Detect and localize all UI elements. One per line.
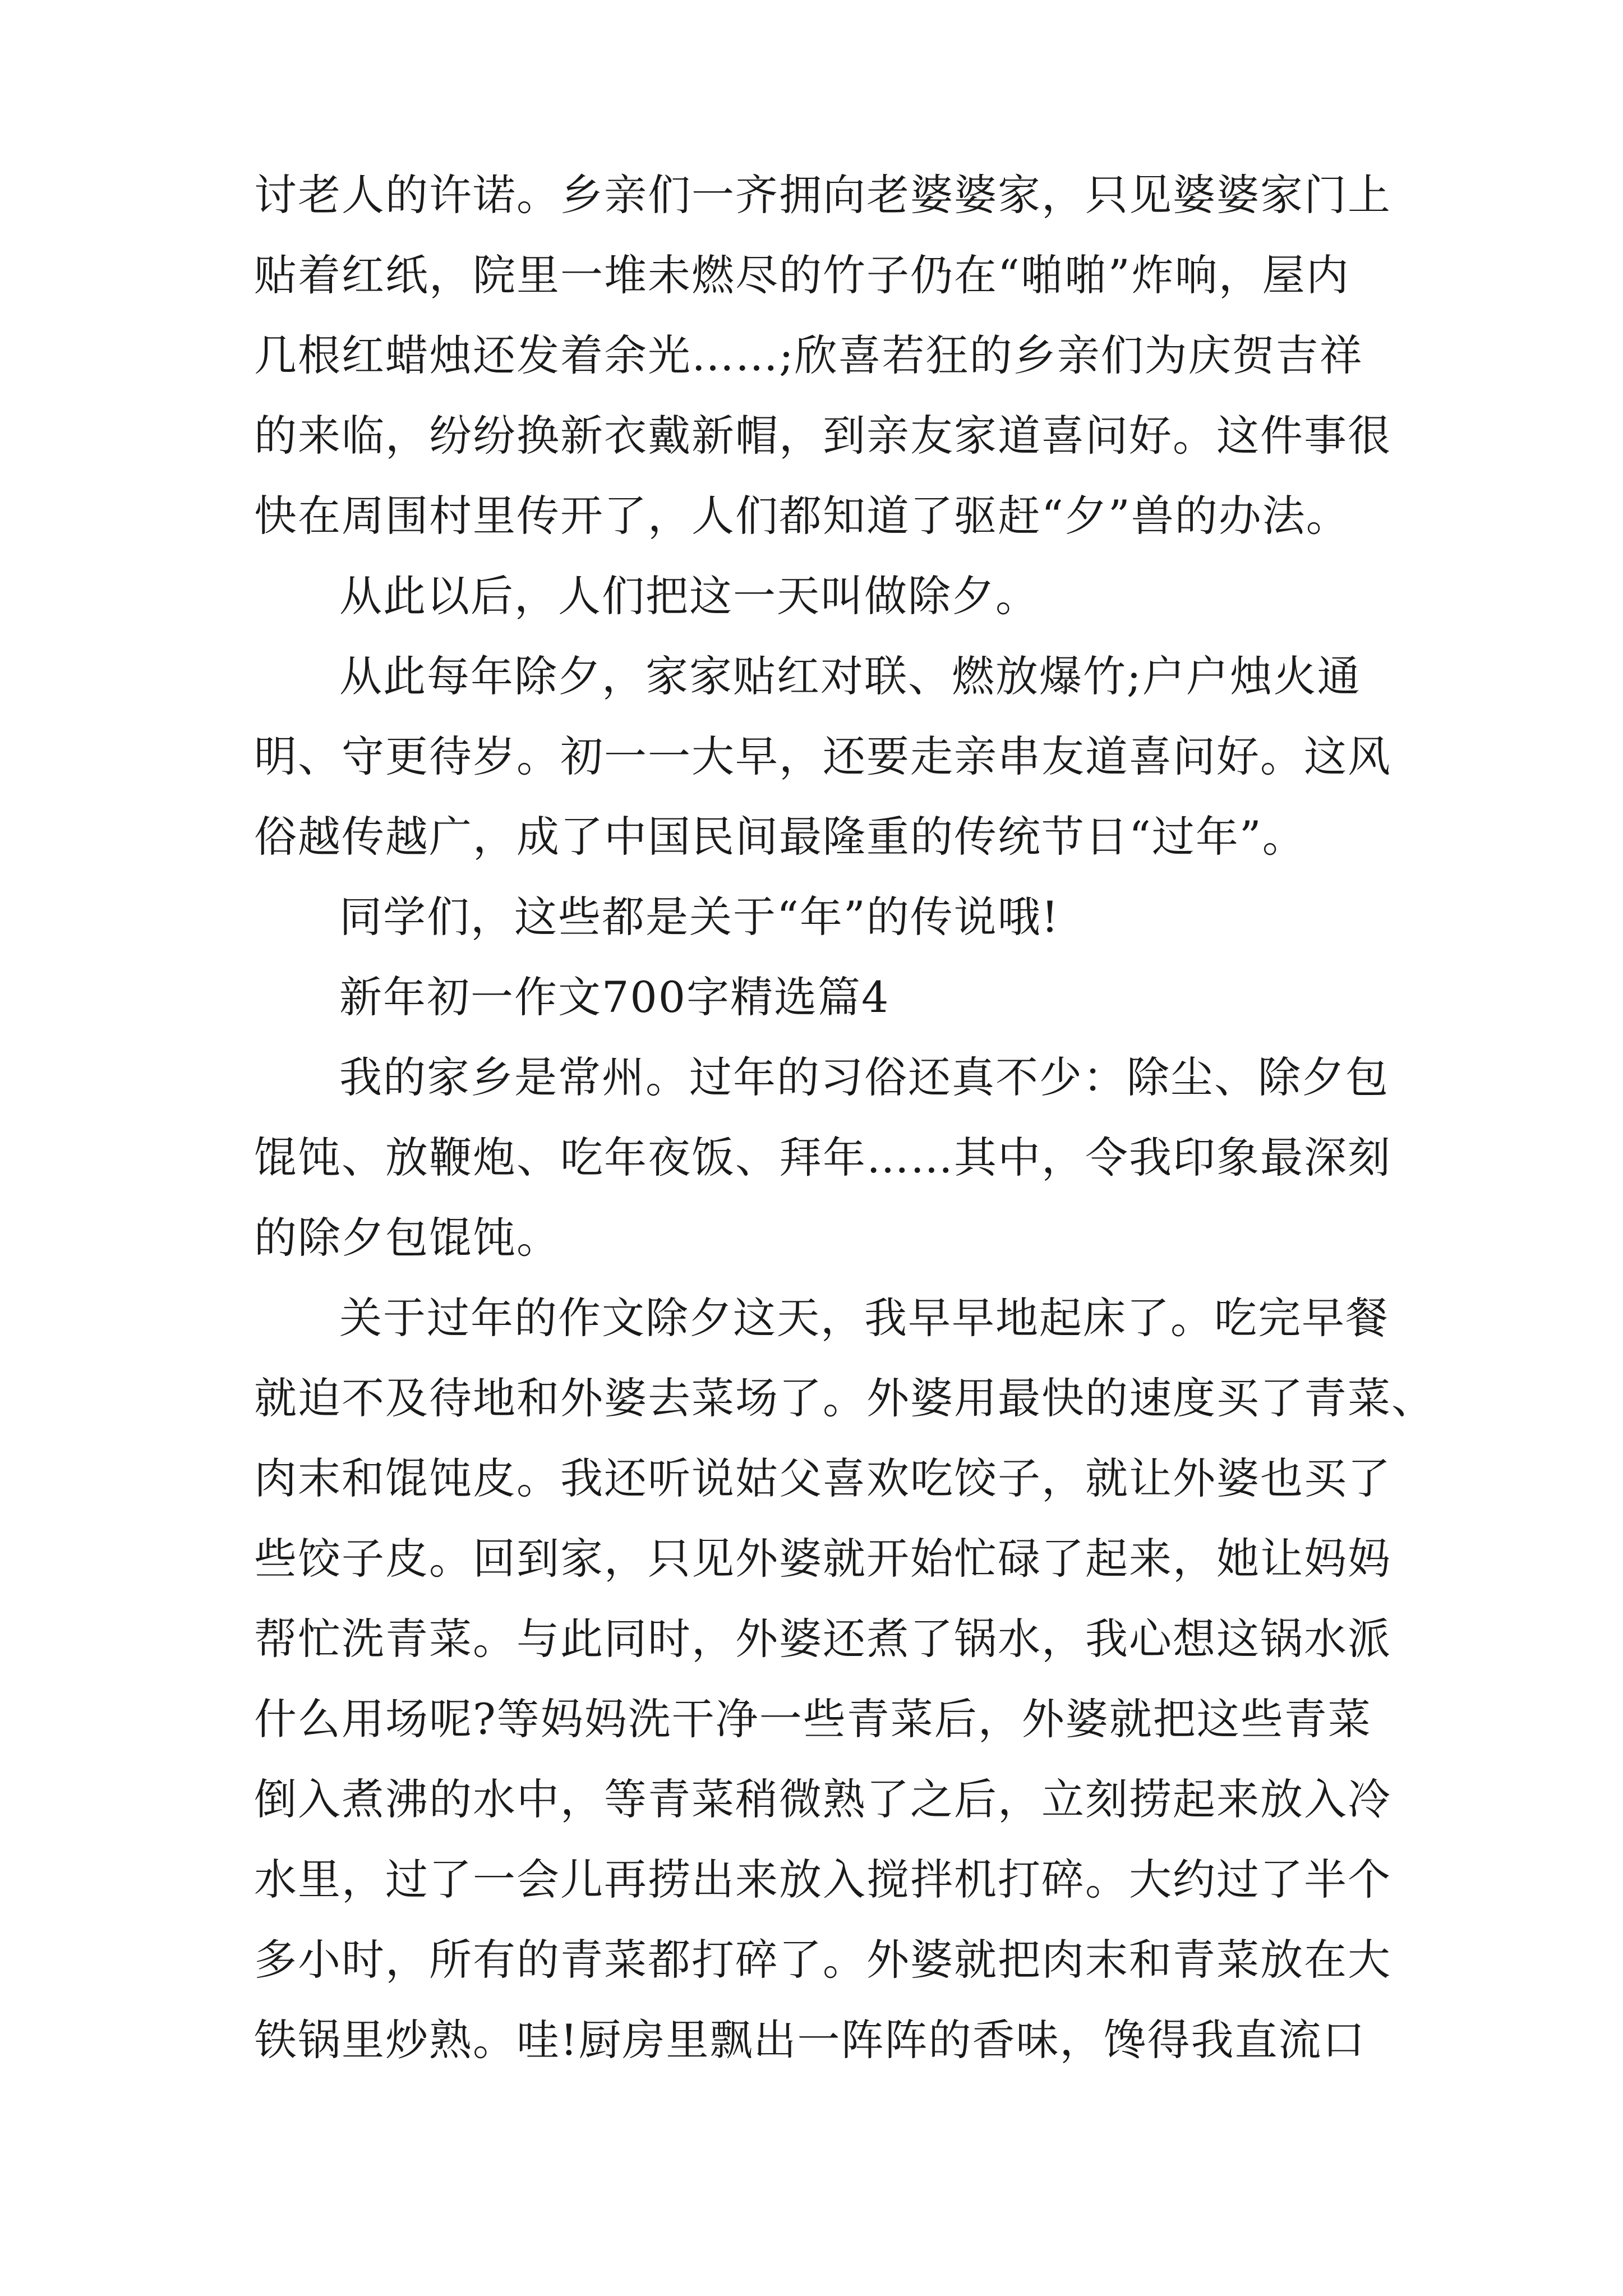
text-line: 贴着红纸，院里一堆未燃尽的竹子仍在“啪啪”炸响，屋内 xyxy=(254,250,1350,300)
text-line: 快在周围村里传开了，人们都知道了驱赶“夕”兽的办法。 xyxy=(254,491,1350,541)
paragraph-start-line: 同学们，这些都是关于“年”的传说哦! xyxy=(339,892,1060,942)
text-line: 倒入煮沸的水中，等青菜稍微熟了之后，立刻捞起来放入冷 xyxy=(254,1774,1391,1824)
paragraph-start-line: 从此以后，人们把这一天叫做除夕。 xyxy=(339,571,1039,621)
text-line: 水里，过了一会儿再捞出来放入搅拌机打碎。大约过了半个 xyxy=(254,1855,1391,1904)
text-line: 铁锅里炒熟。哇!厨房里飘出一阵阵的香味，馋得我直流口 xyxy=(254,2015,1366,2065)
paragraph-start-line: 我的家乡是常州。过年的习俗还真不少：除尘、除夕包 xyxy=(339,1052,1389,1102)
text-line: 多小时，所有的青菜都打碎了。外婆就把肉末和青菜放在大 xyxy=(254,1935,1391,1985)
text-line: 肉末和馄饨皮。我还听说姑父喜欢吃饺子，就让外婆也买了 xyxy=(254,1453,1391,1503)
text-line: 讨老人的许诺。乡亲们一齐拥向老婆婆家，只见婆婆家门上 xyxy=(254,170,1391,220)
document-body xyxy=(254,165,1435,2091)
text-line: 明、守更待岁。初一一大早，还要走亲串友道喜问好。这风 xyxy=(254,731,1391,781)
text-line: 帮忙洗青菜。与此同时，外婆还煮了锅水，我心想这锅水派 xyxy=(254,1614,1391,1664)
section-heading: 新年初一作文700字精选篇4 xyxy=(339,972,890,1022)
text-line: 馄饨、放鞭炮、吃年夜饭、拜年……其中，令我印象最深刻 xyxy=(254,1133,1391,1182)
paragraph-start-line: 关于过年的作文除夕这天，我早早地起床了。吃完早餐 xyxy=(339,1293,1389,1343)
text-line: 些饺子皮。回到家，只见外婆就开始忙碌了起来，她让妈妈 xyxy=(254,1534,1391,1584)
text-line: 的来临，纷纷换新衣戴新帽，到亲友家道喜问好。这件事很 xyxy=(254,411,1391,461)
text-line: 就迫不及待地和外婆去菜场了。外婆用最快的速度买了青菜、 xyxy=(254,1373,1435,1423)
text-line: 俗越传越广，成了中国民间最隆重的传统节日“过年”。 xyxy=(254,812,1306,862)
text-line: 几根红蜡烛还发着余光……;欣喜若狂的乡亲们为庆贺吉祥 xyxy=(254,330,1363,380)
paragraph-start-line: 从此每年除夕，家家贴红对联、燃放爆竹;户户烛火通 xyxy=(339,651,1361,701)
text-line: 什么用场呢?等妈妈洗干净一些青菜后，外婆就把这些青菜 xyxy=(254,1694,1372,1744)
text-line: 的除夕包馄饨。 xyxy=(254,1213,560,1263)
